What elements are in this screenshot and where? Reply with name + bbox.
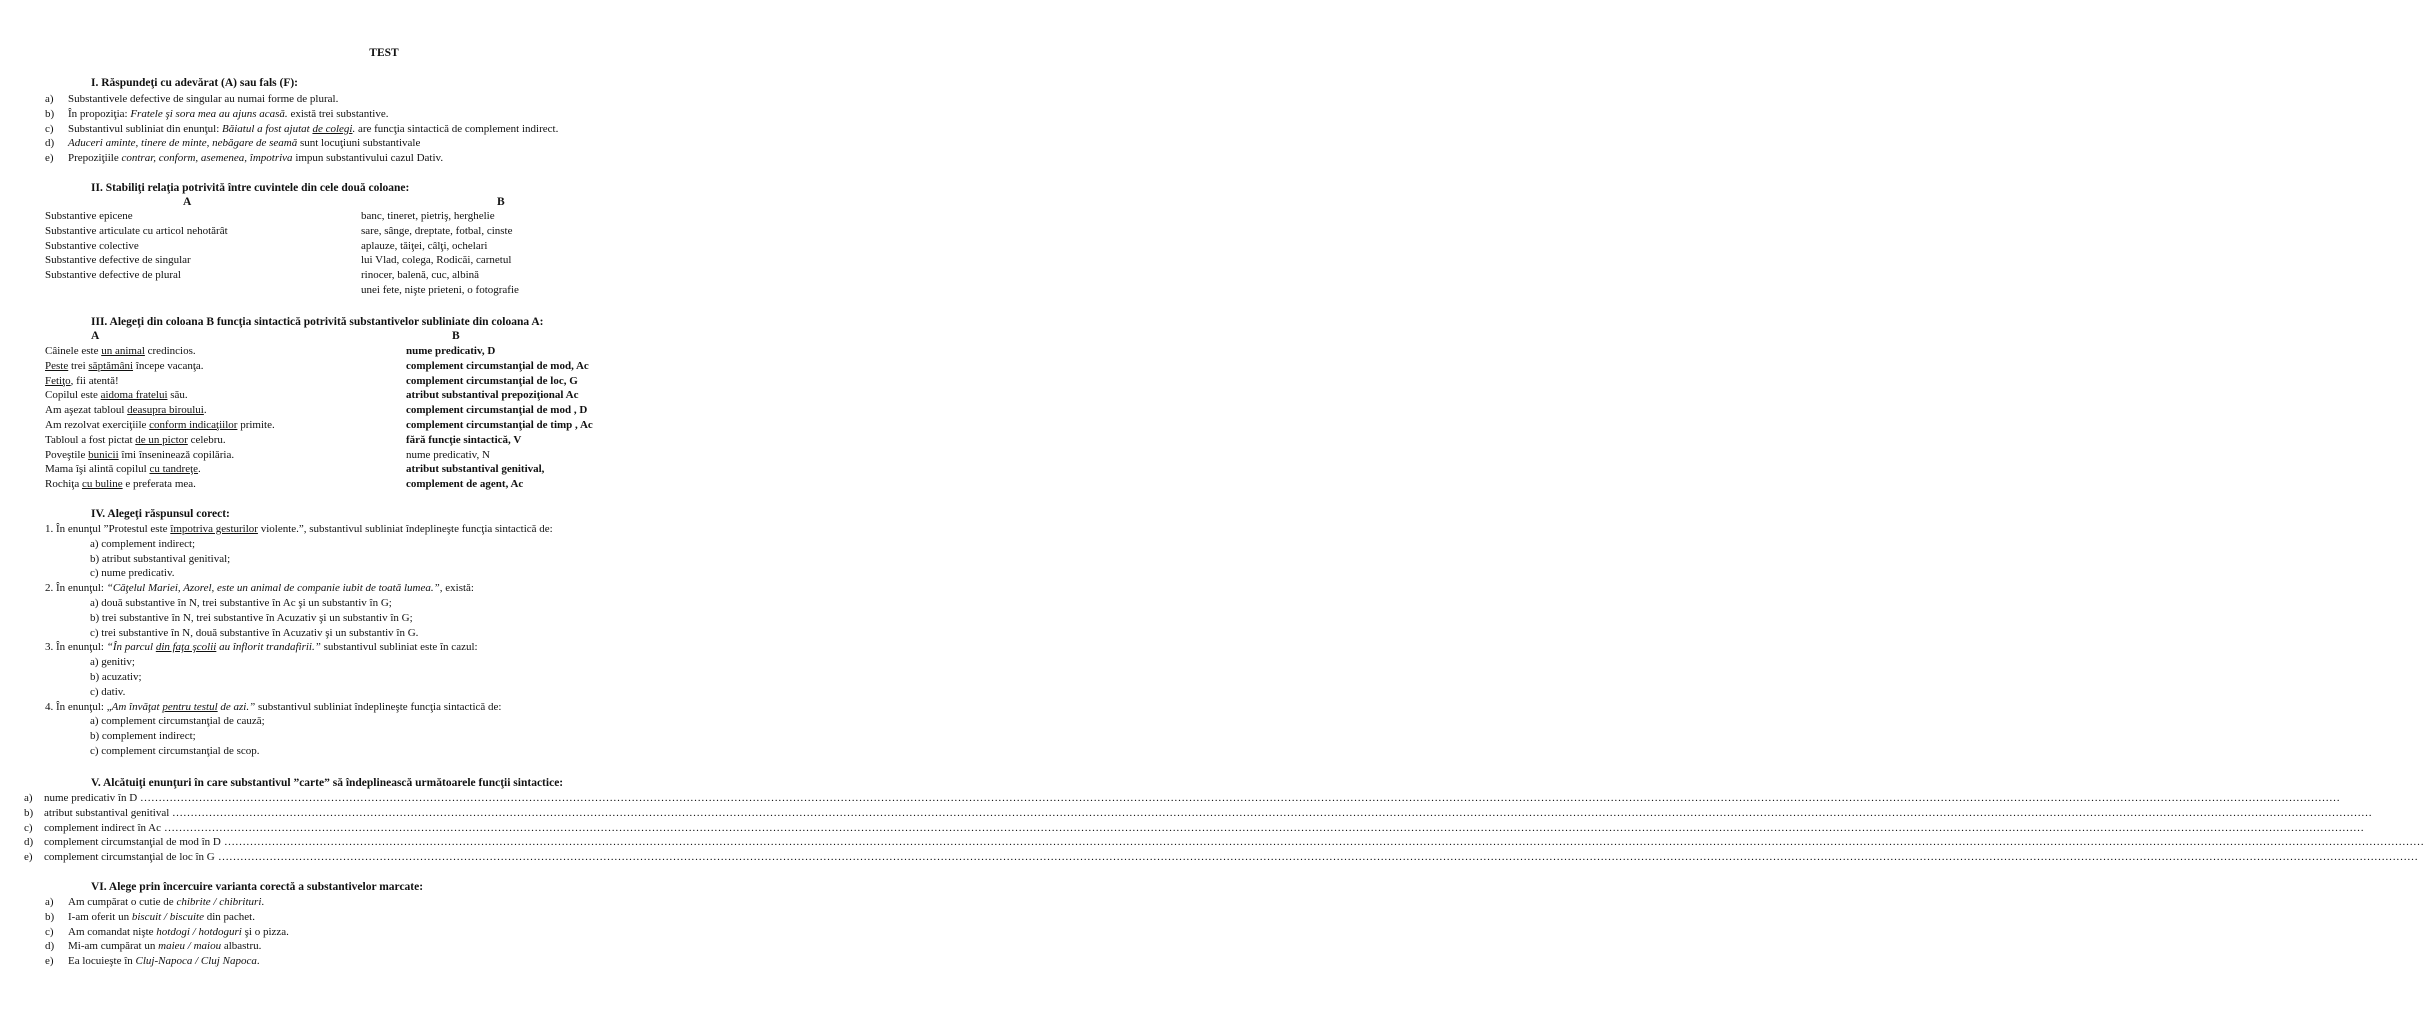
column-a-item: Substantive articulate cu articol nehotărât <box>45 224 228 237</box>
section-4-heading: IV. Alegeţi răspunsul corect: <box>91 508 230 520</box>
function-option: nume predicativ, D <box>406 345 496 357</box>
exercise-label: c) <box>24 821 33 834</box>
column-b-item: banc, tineret, pietriş, herghelie <box>361 210 495 222</box>
exercise-row <box>24 791 2340 806</box>
function-row <box>45 433 735 448</box>
choice-row <box>45 895 725 910</box>
text-run: Fratele şi sora mea au ajuns acasă. <box>130 107 288 120</box>
text-run: biscuit / biscuite <box>131 910 204 923</box>
section-6-items <box>45 895 725 969</box>
answer-option <box>45 655 745 670</box>
answer-line: …………………………………………………………………………………………………………………………………………………………………………………………………………………………………………………………………………………………………………………………………………………………………………………………………………………………………………………………………………………………………………………………………………………… <box>140 792 2340 804</box>
text-run: Peste <box>45 359 69 372</box>
column-a-item: Substantive defective de singular <box>45 254 191 267</box>
text-run: . <box>261 896 265 908</box>
text-run: violente.”, substantivul subliniat îndeplineşte funcţia sintactică de: <box>257 523 553 535</box>
question-stem <box>45 640 745 655</box>
text-run: din pachet. <box>203 910 255 923</box>
text-run: Am cumpărat o cutie de <box>68 896 177 908</box>
question-stem <box>45 581 745 596</box>
function-option: complement circumstanţial de loc, G <box>406 374 578 387</box>
question-text <box>45 581 474 596</box>
statement-label: c) <box>45 122 54 135</box>
column-a-item: Substantive defective de plural <box>45 269 181 282</box>
text-run: bunicii <box>88 448 119 461</box>
choice-label: d) <box>45 940 55 953</box>
text-run: Poveştile <box>45 448 89 461</box>
statement-text <box>68 151 443 166</box>
text-run: de colegi <box>312 122 353 135</box>
text-run: substantivul subliniat este în cazul: <box>320 641 478 654</box>
option-text: c) complement circumstanţial de scop. <box>90 744 260 757</box>
text-run: Mi-am cumpărat un <box>68 940 159 953</box>
answer-line: …………………………………………………………………………………………………………………………………………………………………………………………………………………………………………………………………………………………………………………………………………………………………………………………………………………………………………………………………………………………………………………………………………………… <box>218 851 2418 864</box>
section-2-column-a-label: A <box>183 196 192 208</box>
answer-option <box>45 611 745 626</box>
function-option: atribut substantival prepoziţional Ac <box>406 389 579 402</box>
option-text: a) genitiv; <box>90 656 135 669</box>
option-text: b) complement indirect; <box>90 730 196 743</box>
statement-row <box>45 107 725 122</box>
exercise-label: d) <box>24 836 34 849</box>
text-run: de azi.” <box>217 700 256 713</box>
answer-option <box>45 537 745 552</box>
text-run: albastru. <box>221 940 262 953</box>
function-row <box>45 418 735 433</box>
section-3-columns <box>45 344 735 492</box>
exercise-prompt: complement indirect în Ac <box>44 821 161 834</box>
text-run: împotriva gesturilor <box>170 523 258 535</box>
function-option: atribut substantival genitival, <box>406 463 545 476</box>
text-run: Aduceri aminte, tinere de minte, nebăgare de seamă <box>68 137 298 150</box>
text-run: conform indicaţiilor <box>149 418 238 431</box>
text-run: hotdogi / hotdoguri <box>156 925 242 938</box>
section-5-items <box>24 791 2424 865</box>
section-2-column-b-label: B <box>497 196 505 208</box>
sentence-item <box>45 448 234 463</box>
text-run: primite. <box>237 418 275 431</box>
match-row <box>45 239 725 254</box>
function-option: complement circumstanţial de mod, Ac <box>406 359 589 372</box>
answer-option <box>45 714 745 729</box>
text-run: substantivul subliniat îndeplineşte funcţia sintactică de: <box>255 700 502 713</box>
exercise-label: e) <box>24 851 33 864</box>
statement-text <box>68 107 389 122</box>
option-text: c) nume predicativ. <box>90 567 175 580</box>
exercise-row <box>24 835 2424 850</box>
text-run: 1. În enunţul ”Protestul este <box>45 523 171 535</box>
section-6-heading: VI. Alege prin încercuire varianta corectă a substantivelor marcate: <box>91 881 424 893</box>
question-stem <box>45 522 745 537</box>
exercise-prompt: complement circumstanţial de mod în D <box>44 836 221 849</box>
text-run: . <box>256 955 260 968</box>
text-run: Rochiţa <box>45 478 82 491</box>
match-row <box>45 268 725 283</box>
text-run: Substantivele defective de singular au numai forme de plural. <box>68 93 339 105</box>
question-stem <box>45 700 745 715</box>
answer-line: …………………………………………………………………………………………………………………………………………………………………………………………………………………………………………………………………………………………………………………………………………………………………………………………………………………………………………………………………………………………………………………………………………………… <box>164 821 2364 834</box>
statement-row <box>45 122 725 137</box>
column-a-item: Substantive epicene <box>45 210 133 222</box>
choice-text <box>68 895 264 910</box>
text-run: e preferata mea. <box>122 478 196 491</box>
option-text: b) acuzativ; <box>90 670 142 683</box>
section-3-heading: III. Alegeţi din coloana B funcţia sintactică potrivită substantivelor subliniate din coloana A: <box>91 316 544 328</box>
text-run: Am învăţat <box>111 700 163 713</box>
text-run: aidoma fratelui <box>100 389 168 402</box>
text-run: credincios. <box>144 345 196 357</box>
text-run: Tabloul a fost pictat <box>45 433 136 446</box>
text-run: săptămâni <box>88 359 134 372</box>
text-run: Câinele este <box>45 345 102 357</box>
option-text: a) două substantive în N, trei substantive în Ac şi un substantiv în G; <box>90 596 392 609</box>
section-2-columns <box>45 209 725 298</box>
exercise-row <box>24 821 2364 836</box>
text-run: Mama îşi alintă copilul <box>45 463 150 476</box>
answer-option <box>45 685 745 700</box>
answer-line: …………………………………………………………………………………………………………………………………………………………………………………………………………………………………………………………………………………………………………………………………………………………………………………………………………………………………………………………………………………………………………………………………………………… <box>224 836 2424 849</box>
column-b-item: rinocer, balenă, cuc, albină <box>361 269 480 282</box>
option-text: a) complement indirect; <box>90 537 196 550</box>
section-2-heading: II. Stabiliţi relaţia potrivită între cuvintele din cele două coloane: <box>91 182 410 194</box>
choice-label: e) <box>45 955 54 968</box>
text-run: de un pictor <box>135 433 188 446</box>
text-run: Prepoziţiile <box>68 152 122 165</box>
answer-option <box>45 670 745 685</box>
text-run: maieu / maiou <box>158 940 222 953</box>
exercise-label: b) <box>24 806 34 819</box>
text-run: său. <box>167 389 188 402</box>
function-row <box>45 462 735 477</box>
exercise-label: a) <box>24 792 33 804</box>
function-row <box>45 448 735 463</box>
choice-text <box>68 910 255 925</box>
sentence-item <box>45 433 226 448</box>
column-b-item: sare, sânge, dreptate, fotbal, cinste <box>361 224 513 237</box>
statement-row <box>45 92 725 107</box>
text-run: Am rezolvat exerciţiile <box>45 418 150 431</box>
text-run: În propoziţia: <box>68 107 131 120</box>
match-row <box>45 253 725 268</box>
sentence-item <box>45 462 201 477</box>
choice-label: b) <box>45 910 55 923</box>
text-run: au înflorit trandafirii.” <box>216 641 321 654</box>
function-option: complement circumstanţial de timp , Ac <box>406 418 593 431</box>
text-run: “În parcul <box>106 641 156 654</box>
choice-row <box>45 925 725 940</box>
sentence-item <box>45 359 204 374</box>
function-row <box>45 388 735 403</box>
sentence-item <box>45 403 207 418</box>
text-run: cu buline <box>81 478 123 491</box>
text-run: contrar, conform, asemenea, împotriva <box>121 152 293 165</box>
function-option: fără funcţie sintactică, V <box>406 433 522 446</box>
text-run: 3. În enunţul: <box>45 641 107 654</box>
text-run: 2. În enunţul: <box>45 582 107 595</box>
text-run: . <box>352 122 356 135</box>
statement-text <box>68 136 420 151</box>
text-run: Am aşezat tabloul <box>45 404 128 417</box>
answer-line: …………………………………………………………………………………………………………………………………………………………………………………………………………………………………………………………………………………………………………………………………………………………………………………………………………………………………………………………………………………………………………………………………………………… <box>172 806 2372 819</box>
section-4-questions <box>45 522 745 759</box>
statement-row <box>45 151 725 166</box>
text-run: un animal <box>101 345 145 357</box>
sentence-item <box>45 477 196 492</box>
statement-row <box>45 136 725 151</box>
option-text: c) dativ. <box>90 685 126 698</box>
text-run: există trei substantive. <box>287 107 389 120</box>
question-text <box>45 700 501 715</box>
text-run: , fii atentă! <box>70 374 119 387</box>
choice-label: c) <box>45 925 54 938</box>
text-run: “Căţelul Mariei, Azorel, este un animal de companie iubit de toată lumea.”, <box>106 582 443 595</box>
sentence-item <box>45 374 119 389</box>
function-row <box>45 477 735 492</box>
exercise-row <box>24 850 2418 865</box>
column-b-item: unei fete, nişte prieteni, o fotografie <box>361 283 519 296</box>
choice-row <box>45 954 725 969</box>
text-run: I-am oferit un <box>68 910 132 923</box>
option-text: a) complement circumstanţial de cauză; <box>90 715 265 728</box>
match-row <box>45 209 725 224</box>
text-run: Cluj-Napoca / Cluj Napoca <box>135 955 257 968</box>
choice-text <box>68 954 260 969</box>
statement-label: e) <box>45 152 54 165</box>
section-1-heading: I. Răspundeţi cu adevărat (A) sau fals (F): <box>91 77 298 89</box>
answer-option <box>45 744 745 759</box>
text-run: Copilul este <box>45 389 101 402</box>
text-run: impun substantivului cazul Dativ. <box>292 152 444 165</box>
statement-label: b) <box>45 107 55 120</box>
choice-row <box>45 939 725 954</box>
section-1-items <box>45 92 725 166</box>
choice-text <box>68 939 261 954</box>
text-run: Fetiţo <box>45 374 71 387</box>
text-run: chibrite / chibrituri <box>176 896 262 908</box>
column-b-item: aplauze, tăiţei, câlţi, ochelari <box>361 239 488 252</box>
sentence-item <box>45 418 275 433</box>
column-b-item: lui Vlad, colega, Rodicăi, carnetul <box>361 254 512 267</box>
text-run: trei <box>68 359 89 372</box>
match-row <box>45 224 725 239</box>
text-run: începe vacanţa. <box>133 359 204 372</box>
answer-option <box>45 596 745 611</box>
text-run: . <box>203 404 207 417</box>
function-option: complement de agent, Ac <box>406 478 524 491</box>
choice-row <box>45 910 725 925</box>
statement-label: a) <box>45 93 54 105</box>
text-run: are funcţia sintactică de complement indirect. <box>355 122 559 135</box>
text-run: Băiatul a fost ajutat <box>222 122 313 135</box>
option-text: b) atribut substantival genitival; <box>90 552 231 565</box>
choice-label: a) <box>45 896 54 908</box>
exercise-row <box>24 806 2372 821</box>
text-run: din faţa şcolii <box>155 641 217 654</box>
text-run: îmi însenineazǎ copilăria. <box>118 448 235 461</box>
statement-text <box>68 92 338 107</box>
question-text <box>45 522 553 537</box>
column-a-item: Substantive colective <box>45 239 139 252</box>
option-text: b) trei substantive în N, trei substantive în Acuzativ şi un substantiv în G; <box>90 611 413 624</box>
text-run: sunt locuţiuni substantivale <box>297 137 421 150</box>
text-run: şi o pizza. <box>241 925 289 938</box>
function-option: nume predicativ, N <box>406 448 490 461</box>
text-run: 4. În enunţul: „ <box>45 700 112 713</box>
answer-option <box>45 552 745 567</box>
exercise-prompt: complement circumstanţial de loc în G <box>44 851 215 864</box>
statement-text <box>68 122 558 137</box>
option-text: c) trei substantive în N, două substantive în Acuzativ şi un substantiv în G. <box>90 626 419 639</box>
text-run: Am comandat nişte <box>68 925 157 938</box>
function-row <box>45 344 735 359</box>
text-run: Substantivul subliniat din enunţul: <box>68 122 222 135</box>
function-row <box>45 374 735 389</box>
statement-label: d) <box>45 137 55 150</box>
sentence-item <box>45 344 196 359</box>
section-3-column-b-label: B <box>452 330 460 342</box>
function-option: complement circumstanţial de mod , D <box>406 404 588 417</box>
answer-option <box>45 626 745 641</box>
exercise-prompt: atribut substantival genitival <box>44 806 170 819</box>
match-row <box>45 283 725 298</box>
choice-text <box>68 925 289 940</box>
exercise-prompt: nume predicativ în D <box>44 792 138 804</box>
sentence-item <box>45 388 188 403</box>
question-text <box>45 640 478 655</box>
section-3-column-a-label: A <box>91 330 100 342</box>
text-run: . <box>198 463 201 476</box>
text-run: există: <box>442 582 474 595</box>
page-title: TEST <box>369 47 399 59</box>
answer-option <box>45 729 745 744</box>
section-5-heading: V. Alcătuiţi enunţuri în care substantivul ”carte” să îndeplinească următoarele funcţii sintactice: <box>91 777 564 789</box>
text-run: cu tandreţe <box>149 463 199 476</box>
answer-option <box>45 566 745 581</box>
text-run: Ea locuieşte în <box>68 955 136 968</box>
text-run: celebru. <box>187 433 226 446</box>
text-run: pentru testul <box>162 700 218 713</box>
function-row <box>45 403 735 418</box>
function-row <box>45 359 735 374</box>
text-run: deasupra biroului <box>127 404 204 417</box>
